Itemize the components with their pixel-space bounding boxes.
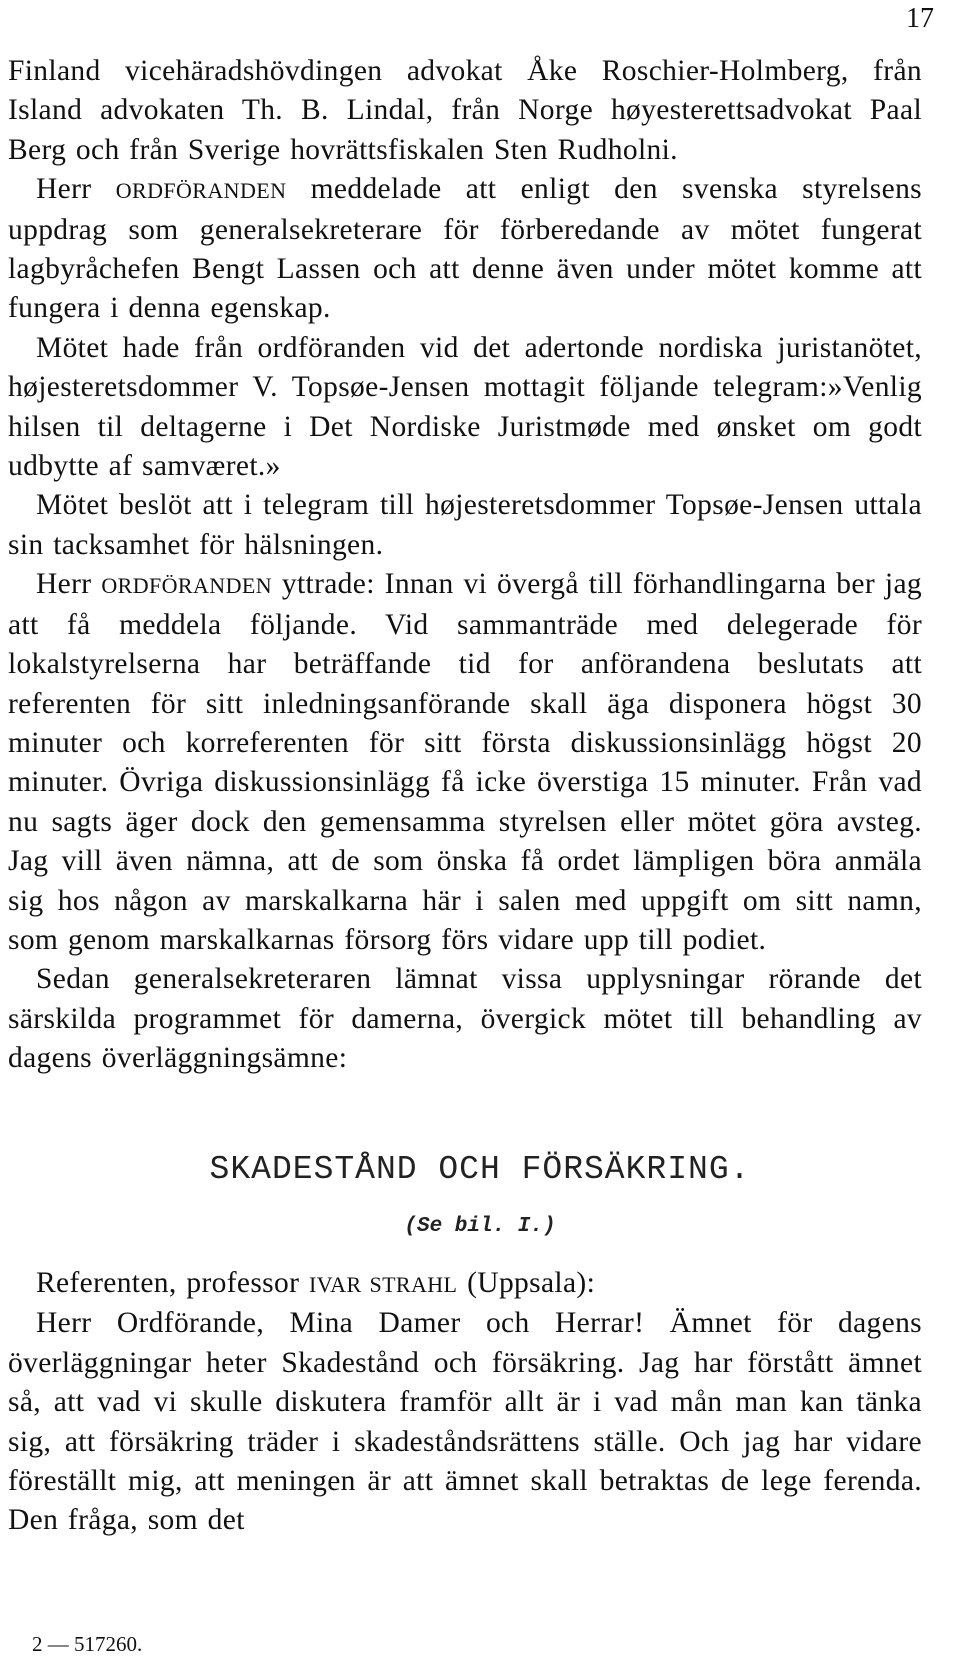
body-text-bottom — [8, 1264, 922, 1541]
paragraph-text: Herr Ordförande, Mina Damer och Herrar! Ämnet för dagens överläggningar heter Skadestånd och försäkring. Jag har förstått ämnet så, att vad vi skulle diskutera framför allt är i vad mån man kan tänka sig, att försäkring träder i skadeståndsrättens ställe. Och jag har vidare föreställt mig, att meningen är att ämnet skall betraktas de lege ferenda. Den fråga, som det — [8, 1307, 922, 1537]
section-heading: SKADESTÅND OCH FÖRSÄKRING. — [209, 1151, 751, 1188]
paragraph-text: Mötet beslöt att i telegram till højesteretsdommer Topsøe-Jensen uttala sin tacksamhet för hälsningen. — [8, 489, 922, 561]
speaker-name: ORDFÖRANDEN — [115, 178, 287, 204]
paragraph-text: Sedan generalsekreteraren lämnat vissa upplysningar rörande det särskilda programmet för damerna, övergick mötet till behandling av dagens överläggningsämne: — [8, 963, 922, 1075]
paragraph — [8, 52, 922, 170]
page-number: 17 — [906, 3, 934, 34]
printer-signature: 2 — 517260. — [32, 1632, 143, 1656]
paragraph-text: Herr — [36, 173, 116, 206]
paragraph — [8, 565, 922, 960]
paragraph-text: Mötet hade från ordföranden vid det adertonde nordiska juristanötet, højesteretsdommer V. Topsøe-Jensen mottagit följande telegram:»Venlig hilsen til deltagerne i Det Nordiske Juristmøde med ønsket om godt udbytte af samværet.» — [8, 331, 922, 483]
paragraph-text: meddelade att enligt den svenska styrelsens uppdrag som generalsekreterare för förberedande av mötet fungerat lagbyråchefen Bengt Lassen och att denne även under mötet komme att fungera i denna egenskap. — [8, 173, 923, 325]
speaker-name: IVAR STRAHL — [309, 1272, 458, 1297]
paragraph-text: Referenten, professor — [36, 1267, 309, 1299]
paragraph — [8, 960, 922, 1078]
paragraph — [8, 170, 922, 329]
paragraph-text: Finland vicehäradshövdingen advokat Åke Roschier-Holmberg, från Island advokaten Th. B. Lindal, från Norge høyesterettsadvokat Paal Berg och från Sverige hovrättsfiskalen Sten Rudholni. — [8, 55, 922, 166]
paragraph-text: Herr — [36, 568, 102, 601]
paragraph — [8, 329, 922, 487]
body-text-top — [8, 52, 922, 1079]
paragraph — [8, 486, 922, 565]
paragraph-text: yttrade: Innan vi övergå till förhandlingarna ber jag att få meddela följande. Vid sammanträde med delegerade för lokalstyrelserna har beträffande tid for anförandena beslutats att referenten för sitt inledningsanförande skall äga disponera högst 30 minuter och korreferenten för sitt första diskussionsinlägg högst 20 minuter. Övriga diskussionsinlägg få icke överstiga 15 minuter. Från vad nu sagts äger dock den gemensamma styrelsen eller mötet göra avsteg. Jag vill även nämna, att de som önska få ordet lämpligen böra anmäla sig hos någon av marskalkarna här i salen med uppgift om sitt namn, som genom marskalkarnas försorg förs vidare upp till podiet. — [8, 568, 923, 956]
paragraph — [8, 1304, 922, 1540]
section-subheading: (Se bil. I.) — [404, 1215, 556, 1238]
paragraph-text: (Uppsala): — [457, 1267, 596, 1299]
speaker-name: ORDFÖRANDEN — [101, 573, 272, 599]
paragraph — [8, 1264, 922, 1304]
